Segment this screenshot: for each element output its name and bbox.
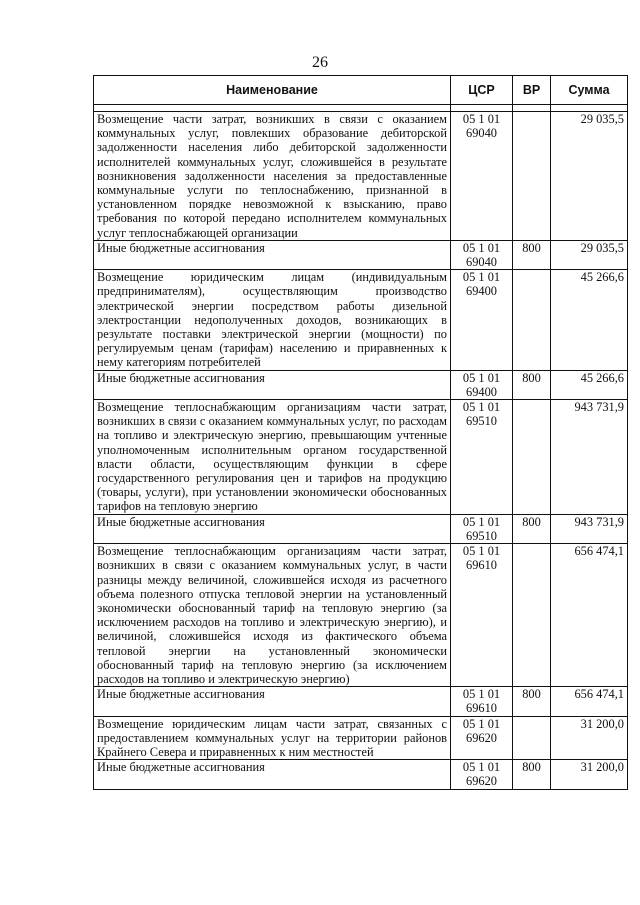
row-csr: 05 1 01 69620: [451, 760, 513, 789]
row-vr: 800: [513, 370, 551, 399]
row-name: Иные бюджетные ассигнования: [94, 240, 451, 269]
row-csr: 05 1 01 69620: [451, 716, 513, 760]
header-vr: ВР: [513, 76, 551, 105]
row-name: Иные бюджетные ассигнования: [94, 370, 451, 399]
row-sum: 943 731,9: [551, 514, 628, 543]
row-name: Иные бюджетные ассигнования: [94, 687, 451, 716]
row-sum: 31 200,0: [551, 760, 628, 789]
row-csr: 05 1 01 69610: [451, 687, 513, 716]
spacer-row: [94, 105, 628, 112]
row-sum: 656 474,1: [551, 544, 628, 687]
table-row: [94, 370, 628, 399]
table-row: [94, 687, 628, 716]
table-header-row: [94, 76, 628, 105]
row-csr: 05 1 01 69510: [451, 514, 513, 543]
row-sum: 31 200,0: [551, 716, 628, 760]
row-csr: 05 1 01 69040: [451, 240, 513, 269]
row-sum: 943 731,9: [551, 400, 628, 515]
row-name: Иные бюджетные ассигнования: [94, 514, 451, 543]
header-csr: ЦСР: [451, 76, 513, 105]
row-vr: [513, 716, 551, 760]
table-row: [94, 270, 628, 370]
header-name: Наименование: [94, 76, 451, 105]
table-row: [94, 112, 628, 241]
spacer-cell: [513, 105, 551, 112]
row-vr: [513, 544, 551, 687]
spacer-cell: [451, 105, 513, 112]
row-name: Иные бюджетные ассигнования: [94, 760, 451, 789]
spacer-cell: [551, 105, 628, 112]
row-vr: 800: [513, 687, 551, 716]
header-sum: Сумма: [551, 76, 628, 105]
table-row: [94, 760, 628, 789]
row-name: Возмещение теплоснабжающим организациям части затрат, возникших в связи с оказанием коммунальных услуг, в части разницы между величиной, сложившейся исходя из расчетного объема полезного отпуска тепловой энергии на установленный экономически обоснованный тариф на тепловую энергию (за исключением расходов на топливо и электрическую энергию), и величиной, сложившейся исходя из фактического объема тепловой энергии на установленный экономически обоснованный тариф на тепловую энергию (за исключением расходов на топливо и электрическую энергию): [94, 544, 451, 687]
table-row: [94, 716, 628, 760]
budget-table: [93, 75, 628, 790]
row-vr: [513, 270, 551, 370]
row-csr: 05 1 01 69400: [451, 370, 513, 399]
row-csr: 05 1 01 69610: [451, 544, 513, 687]
table-row: [94, 240, 628, 269]
row-csr: 05 1 01 69400: [451, 270, 513, 370]
table-row: [94, 400, 628, 515]
row-csr: 05 1 01 69040: [451, 112, 513, 241]
row-sum: 45 266,6: [551, 270, 628, 370]
row-sum: 656 474,1: [551, 687, 628, 716]
row-sum: 29 035,5: [551, 112, 628, 241]
table-row: [94, 514, 628, 543]
spacer-cell: [94, 105, 451, 112]
row-sum: 45 266,6: [551, 370, 628, 399]
row-vr: [513, 400, 551, 515]
table-row: [94, 544, 628, 687]
row-name: Возмещение части затрат, возникших в связи с оказанием коммунальных услуг, повлекших образование дебиторской задолженности населения либо дебиторской задолженности исполнителей коммунальных услуг, сложившейся в результате возникновения задолженности населения за предоставленные коммунальные услуги по теплоснабжению, признанной в установленном порядке невозможной к взысканию, право требования по которой передано исполнителем коммунальных услуг теплоснабжающей организации: [94, 112, 451, 241]
row-vr: 800: [513, 760, 551, 789]
row-name: Возмещение юридическим лицам части затрат, связанных с предоставлением коммунальных услуг на территории районов Крайнего Севера и приравненных к ним местностей: [94, 716, 451, 760]
row-csr: 05 1 01 69510: [451, 400, 513, 515]
row-vr: 800: [513, 514, 551, 543]
row-name: Возмещение теплоснабжающим организациям части затрат, возникших в связи с оказанием коммунальных услуг, по расходам на топливо и электрическую энергию, превышающим учтенные уполномоченным исполнительным органом государственной власти области, осуществляющим функции в сфере государственного регулирования цен и тарифов на продукцию (товары, услуги), при установлении экономически обоснованных тарифов на тепловую энергию: [94, 400, 451, 515]
row-sum: 29 035,5: [551, 240, 628, 269]
page-number: 26: [312, 54, 328, 71]
row-name: Возмещение юридическим лицам (индивидуальным предпринимателям), осуществляющим производство электрической энергии посредством работы дизельной электростанции недополученных доходов, возникающих в результате поставки электрической энергии (мощности) по регулируемым ценам (тарифам) населению и приравненных к нему категориям потребителей: [94, 270, 451, 370]
row-vr: [513, 112, 551, 241]
row-vr: 800: [513, 240, 551, 269]
table-body: [94, 105, 628, 790]
